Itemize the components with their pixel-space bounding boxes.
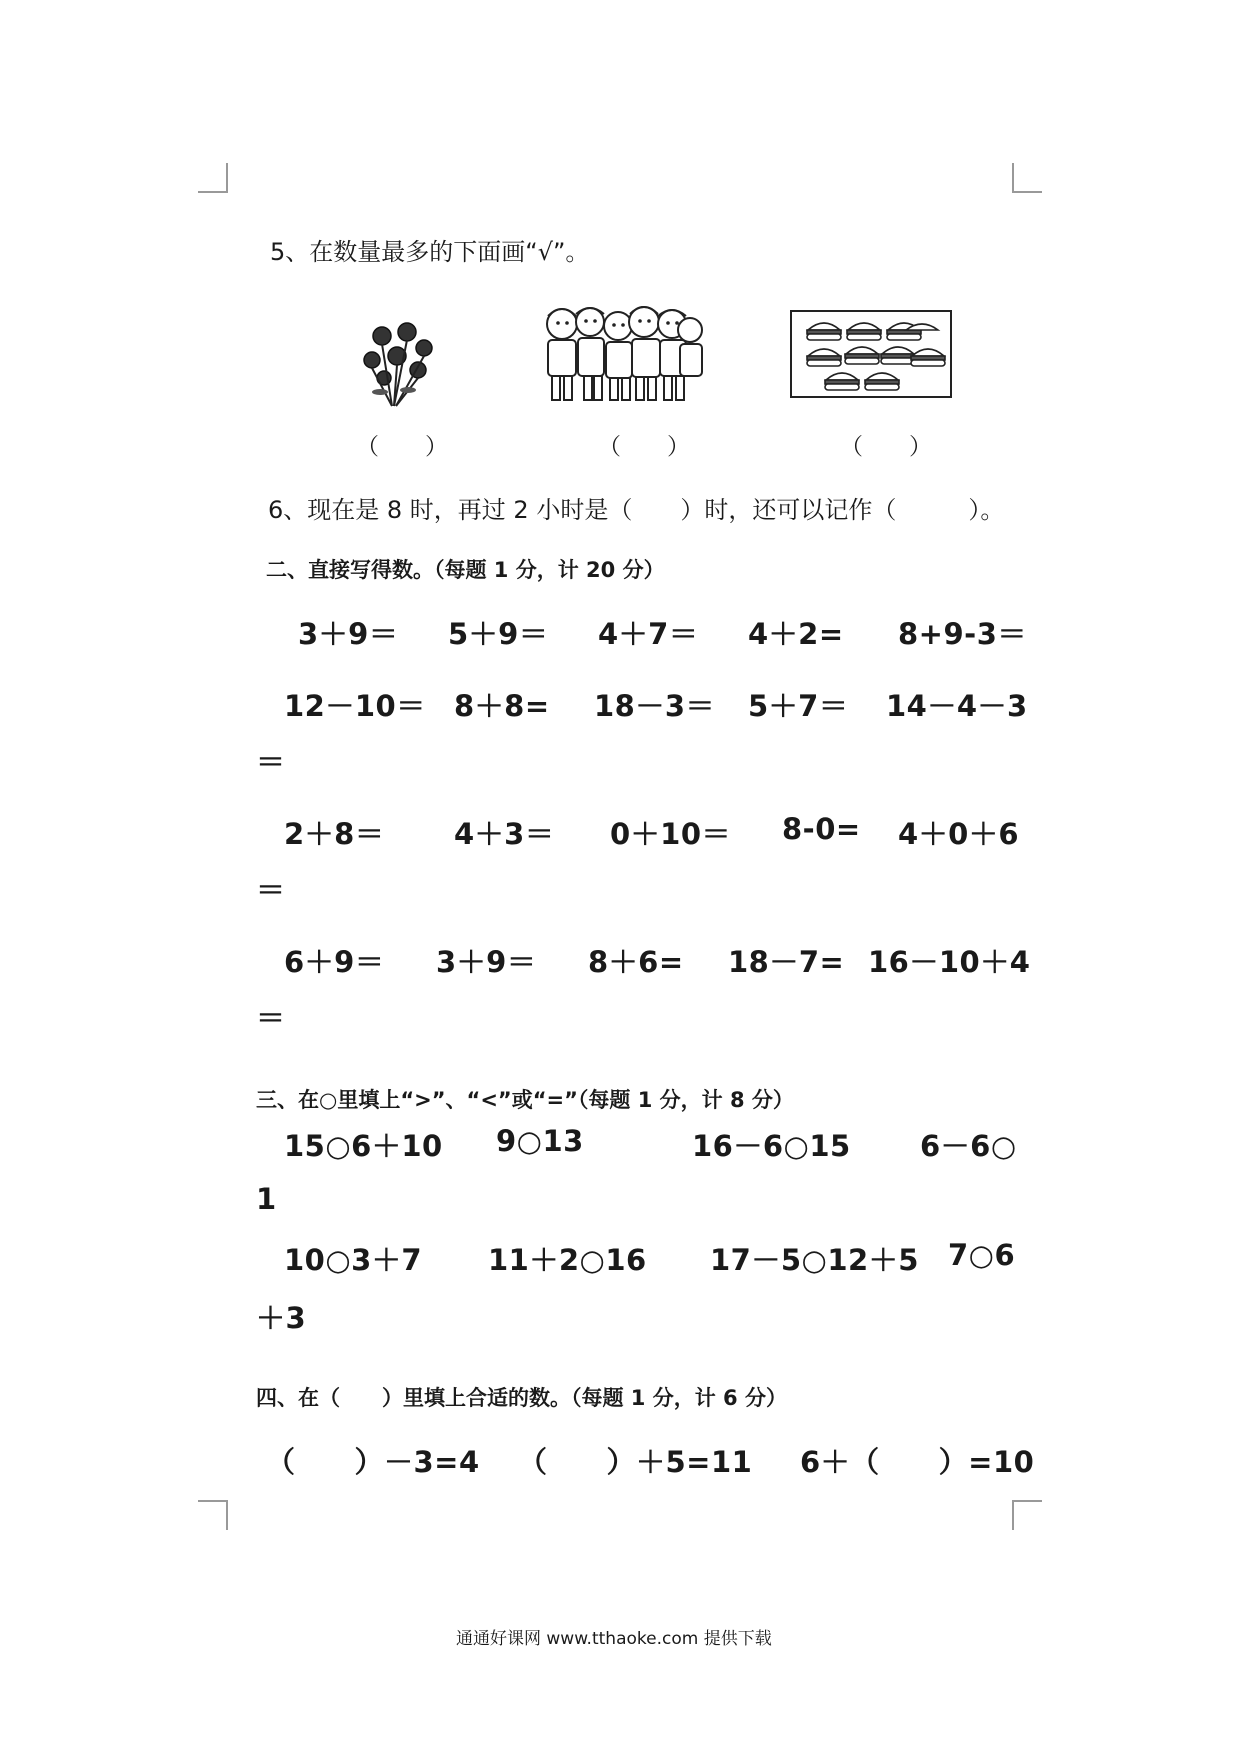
comparison-item: 6－6○ <box>920 1129 1017 1163</box>
comparison-item: 10○3＋7 <box>284 1243 423 1277</box>
answer-blank-flowers[interactable]: （ ） <box>356 434 448 460</box>
crop-mark-top-left <box>198 163 228 193</box>
fill-blank-item[interactable]: （ ）－3=4 <box>266 1445 480 1479</box>
boxed-hamburgers-icon <box>790 310 952 398</box>
flower-bouquet-icon <box>352 318 442 410</box>
equation-item: 3＋9＝ <box>298 617 399 651</box>
equation-wrap: ＝ <box>256 745 286 779</box>
equation-item: 8+9-3＝ <box>898 617 1027 651</box>
equation-wrap: ＝ <box>256 873 286 907</box>
equation-item: 4＋2= <box>748 617 844 651</box>
fill-blank-item[interactable]: 6＋（ ）=10 <box>800 1445 1035 1479</box>
equation-item: 2＋8＝ <box>284 817 385 851</box>
crop-mark-bottom-left <box>198 1500 228 1530</box>
crop-mark-top-right <box>1012 163 1042 193</box>
equation-item: 8＋8= <box>454 689 550 723</box>
equation-item: 6＋9＝ <box>284 945 385 979</box>
comparison-wrap: ＋3 <box>256 1301 307 1335</box>
answer-blank-children[interactable]: （ ） <box>598 434 690 460</box>
question-5: 5、在数量最多的下面画“√”。 <box>270 238 590 266</box>
comparison-item: 11＋2○16 <box>488 1243 647 1277</box>
equation-item: 4＋3＝ <box>454 817 555 851</box>
comparison-item: 16－6○15 <box>692 1129 851 1163</box>
footer-source: 通通好课网 www.tthaoke.com 提供下载 <box>456 1629 772 1649</box>
equation-item: 4＋0＋6 <box>898 817 1020 851</box>
comparison-wrap: 1 <box>256 1182 277 1216</box>
equation-item: 14－4－3 <box>886 689 1028 723</box>
equation-item: 12－10＝ <box>284 689 426 723</box>
fill-blank-item[interactable]: （ ）＋5=11 <box>518 1445 753 1479</box>
answer-blank-hamburgers[interactable]: （ ） <box>840 434 932 460</box>
section-2-title: 二、直接写得数。（每题 1 分，计 20 分） <box>266 558 665 582</box>
comparison-item: 7○6 <box>948 1238 1016 1272</box>
comparison-item: 17－5○12＋5 <box>710 1243 919 1277</box>
equation-item: 18－3＝ <box>594 689 716 723</box>
group-of-children-icon <box>540 302 706 406</box>
equation-item: 0＋10＝ <box>610 817 732 851</box>
equation-item: 5＋9＝ <box>448 617 549 651</box>
crop-mark-bottom-right <box>1012 1500 1042 1530</box>
equation-item: 8-0= <box>782 812 861 846</box>
section-3-title: 三、在○里填上“>”、“<”或“=”（每题 1 分，计 8 分） <box>256 1088 794 1112</box>
equation-item: 5＋7＝ <box>748 689 849 723</box>
section-4-title: 四、在（ ）里填上合适的数。（每题 1 分，计 6 分） <box>256 1386 787 1410</box>
equation-wrap: ＝ <box>256 1001 286 1035</box>
equation-item: 16－10＋4 <box>868 945 1031 979</box>
equation-item: 18－7= <box>728 945 845 979</box>
comparison-item: 9○13 <box>496 1124 584 1158</box>
question-6: 6、现在是 8 时，再过 2 小时是（ ）时，还可以记作（ ）。 <box>268 496 1005 524</box>
equation-item: 4＋7＝ <box>598 617 699 651</box>
equation-item: 8＋6= <box>588 945 684 979</box>
equation-item: 3＋9＝ <box>436 945 537 979</box>
comparison-item: 15○6＋10 <box>284 1129 443 1163</box>
